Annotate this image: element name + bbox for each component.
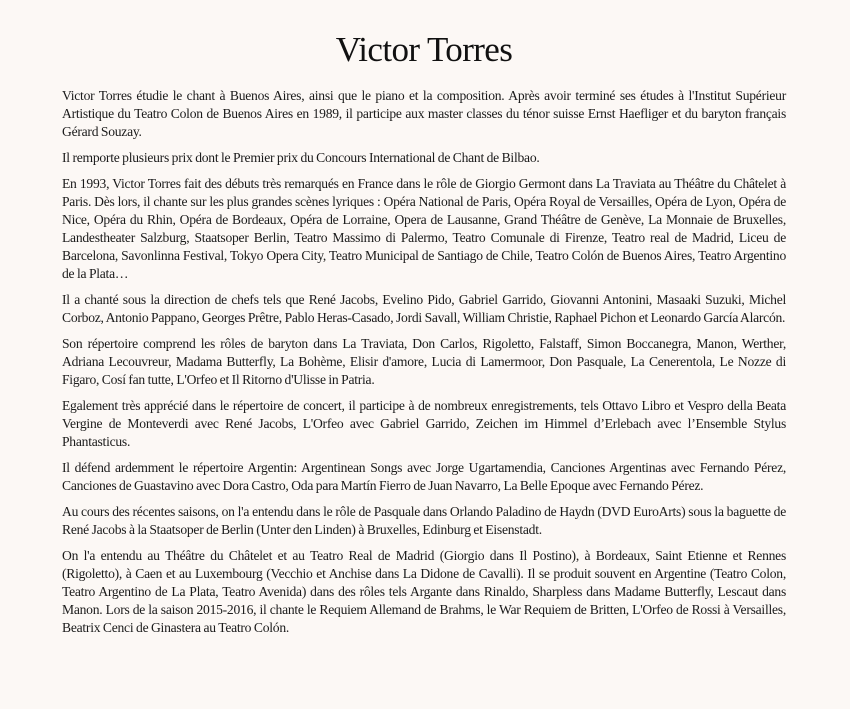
bio-paragraph-performances: On l'a entendu au Théâtre du Châtelet et au Teatro Real de Madrid (Giorgio dans Il Postino), à Bordeaux, Saint Etienne et Rennes (Rigoletto), à Caen et au Luxembourg (Vecchio et Anchise dans La Didone de Cavalli). Il se produit souvent en Argentine (Teatro Colon, Teatro Argentino de La Plata, Teatro Avenida) dans des rôles tels Argante dans Rinaldo, Sharpless dans Madame Butterfly, Lescaut dans Manon. Lors de la saison 2015-2016, il chante le Requiem Allemand de Brahms, le War Requiem de Britten, L'Orfeo de Rossi à Versailles, Beatrix Cenci de Ginastera au Teatro Colón. [62,548,786,635]
bio-paragraph-awards: Il remporte plusieurs prix dont le Premier prix du Concours International de Chant de Bilbao. [62,150,540,165]
bio-paragraph-training: Victor Torres étudie le chant à Buenos Aires, ainsi que le piano et la composition. Après avoir terminé ses études à l'Institut Supérieur Artistique du Teatro Colon de Buenos Aires en 1989, il participe aux master classes du ténor suisse Ernst Haefliger et du baryton français Gérard Souzay. [62,88,786,139]
page-title: Victor Torres [335,30,513,69]
bio-paragraph-argentine-repertoire: Il défend ardemment le répertoire Argentin: Argentinean Songs avec Jorge Ugartamendia, Canciones Argentinas avec Fernando Pérez, Canciones de Guastavino avec Dora Castro, Oda para Martín Fierro de Juan Navarro, La Belle Epoque avec Fernando Pérez. [62,460,786,493]
bio-paragraph-repertoire: Son répertoire comprend les rôles de baryton dans La Traviata, Don Carlos, Rigoletto, Falstaff, Simon Boccanegra, Manon, Werther, Adriana Lecouvreur, Madama Butterfly, La Bohème, Elisir d'amore, Lucia di Lamermoor, Don Pasquale, La Cenerentola, Le Nozze di Figaro, Cosí fan tutte, L'Orfeo et Il Ritorno d'Ulisse in Patria. [62,336,786,387]
bio-page [62,0,786,645]
bio-paragraph-recent-seasons: Au cours des récentes saisons, on l'a entendu dans le rôle de Pasquale dans Orlando Paladino de Haydn (DVD EuroArts) sous la baguette de René Jacobs à la Staatsoper de Berlin (Unter den Linden) à Bruxelles, Edinburg et Eisenstadt. [62,504,786,537]
bio-paragraph-debut: En 1993, Victor Torres fait des débuts très remarqués en France dans le rôle de Giorgio Germont dans La Traviata au Théâtre du Châtelet à Paris. Dès lors, il chante sur les plus grandes scènes lyriques : Opéra National de Paris, Opéra Royal de Versailles, Opéra de Lyon, Opéra de Nice, Opéra du Rhin, Opéra de Bordeaux, Opéra de Lorraine, Opera de Lausanne, Grand Théâtre de Genève, La Monnaie de Bruxelles, Landestheater Salzburg, Staatsoper Berlin, Teatro Massimo di Palermo, Teatro Comunale di Firenze, Teatro real de Madrid, Liceu de Barcelona, Savonlinna Festival, Tokyo Opera City, Teatro Municipal de Santiago de Chile, Teatro Colón de Buenos Aires, Teatro Argentino de la Plata… [62,176,786,281]
bio-paragraph-concert: Egalement très apprécié dans le répertoire de concert, il participe à de nombreux enregistrements, tels Ottavo Libro et Vespro della Beata Vergine de Monteverdi avec René Jacobs, L'Orfeo avec Gabriel Garrido, Zeichen im Himmel d’Erlebach avec l’Ensemble Stylus Phantasticus. [62,398,786,449]
bio-text [62,87,786,637]
bio-paragraph-conductors: Il a chanté sous la direction de chefs tels que René Jacobs, Evelino Pido, Gabriel Garrido, Giovanni Antonini, Masaaki Suzuki, Michel Corboz, Antonio Pappano, Georges Prêtre, Pablo Heras-Casado, Jordi Savall, William Christie, Raphael Pichon et Leonardo García Alarcón. [62,292,786,325]
